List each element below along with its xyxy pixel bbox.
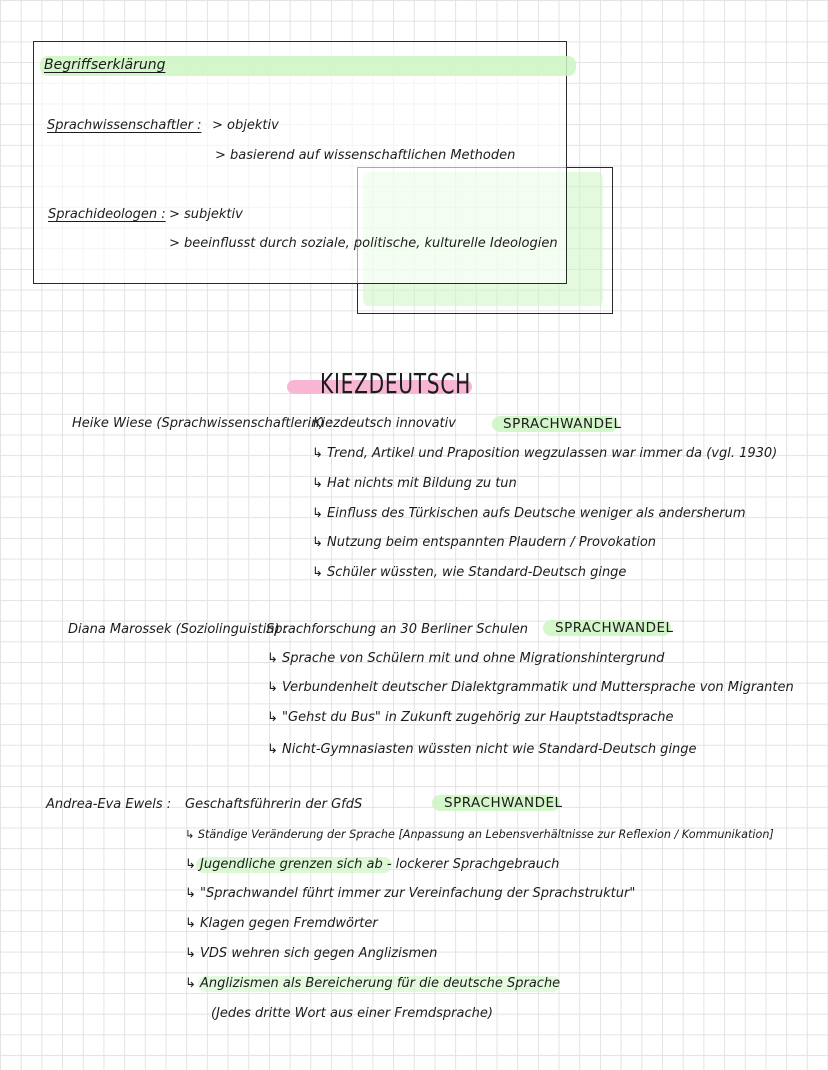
linguists-point: > objektiv	[212, 118, 279, 133]
section-2-thesis: Sprachforschung an 30 Berliner Schulen	[266, 622, 529, 637]
section-3-person: Andrea-Eva Ewels :	[46, 797, 172, 812]
ideologues-point: > beeinflusst durch soziale, politische, kulturelle Ideologien	[169, 236, 558, 251]
section-2-point: ↳ Sprache von Schülern mit und ohne Migrationshintergrund	[267, 651, 665, 666]
section-1-point: ↳ Hat nichts mit Bildung zu tun	[312, 476, 517, 491]
section-3-point: ↳ VDS wehren sich gegen Anglizismen	[185, 946, 438, 961]
section-3-point: ↳ Jugendliche grenzen sich ab - lockerer Sprachgebrauch	[185, 857, 560, 872]
section-3-point: ↳ Ständige Veränderung der Sprache [Anpassung an Lebensverhältnisse zur Reflexion / Kommunikation]	[185, 828, 774, 841]
section-2-point: ↳ Verbundenheit deutscher Dialektgrammatik und Muttersprache von Migranten	[267, 680, 794, 695]
section-1-point: ↳ Schüler wüssten, wie Standard-Deutsch ginge	[312, 565, 627, 580]
section-1-point: ↳ Trend, Artikel und Praposition wegzulassen war immer da (vgl. 1930)	[312, 446, 778, 461]
section-3-point: ↳ Anglizismen als Bereicherung für die deutsche Sprache	[185, 976, 561, 991]
section-3-point: ↳ "Sprachwandel führt immer zur Vereinfachung der Sprachstruktur"	[185, 886, 636, 901]
section-2-tag: SPRACHWANDEL	[555, 620, 674, 636]
section-3-point: ↳ Klagen gegen Fremdwörter	[185, 916, 378, 931]
linguists-label: Sprachwissenschaftler :	[47, 118, 202, 133]
section-3-note: (Jedes dritte Wort aus einer Fremdsprache)	[211, 1006, 493, 1021]
ideologues-label: Sprachideologen :	[48, 207, 166, 222]
section-1-tag: SPRACHWANDEL	[503, 416, 622, 432]
linguists-point: > basierend auf wissenschaftlichen Methoden	[215, 148, 516, 163]
section-1-point: ↳ Einfluss des Türkischen aufs Deutsche weniger als andersherum	[312, 506, 746, 521]
section-1-point: ↳ Nutzung beim entspannten Plaudern / Provokation	[312, 535, 657, 550]
section-2-person: Diana Marossek (Soziolinguistin) :	[68, 622, 289, 637]
section-3-thesis: Geschaftsführerin der GfdS	[185, 797, 363, 812]
section-1-person: Heike Wiese (Sprachwissenschaftlerin) :	[72, 416, 333, 431]
section-2-point: ↳ Nicht-Gymnasiasten wüssten nicht wie Standard-Deutsch ginge	[267, 742, 697, 757]
section-1-thesis: Kiezdeutsch innovativ	[313, 416, 456, 431]
ideologues-point: > subjektiv	[169, 207, 243, 222]
section-2-point: ↳ "Gehst du Bus" in Zukunft zugehörig zur Hauptstadtsprache	[267, 710, 674, 725]
main-title: KIEZDEUTSCH	[320, 367, 472, 400]
definition-heading: Begriffserklärung	[44, 57, 166, 73]
section-3-tag: SPRACHWANDEL	[444, 795, 563, 811]
